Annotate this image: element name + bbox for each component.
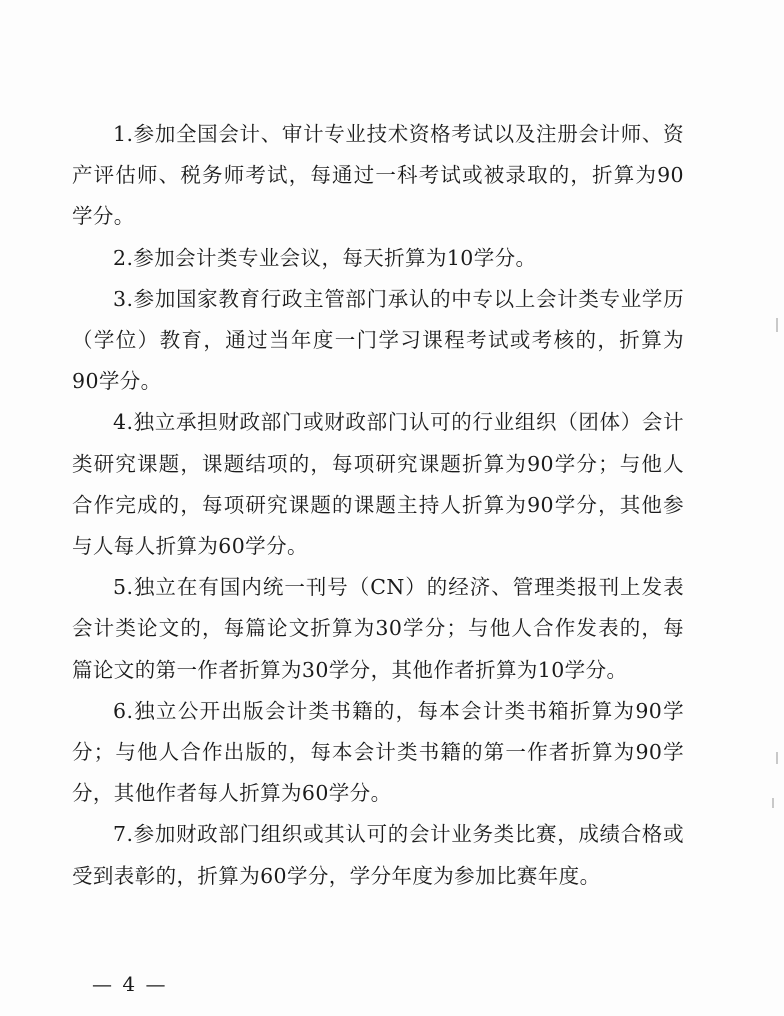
scan-edge-mark <box>776 752 778 764</box>
paragraph-1: 1.参加全国会计、审计专业技术资格考试以及注册会计师、资产评估师、税务师考试，每通过一科考试或被录取的，折算为90学分。 <box>72 122 684 229</box>
scan-edge-mark <box>776 318 778 332</box>
paragraph-3: 3.参加国家教育行政主管部门承认的中专以上会计类专业学历（学位）教育，通过当年度一门学习课程考试或考核的，折算为90学分。 <box>72 286 684 394</box>
paragraph-7: 7.参加财政部门组织或其认可的会计业务类比赛，成绩合格或受到表彰的，折算为60学分，学分年度为参加比赛年度。 <box>72 822 684 888</box>
paragraph-5: 5.独立在有国内统一刊号（CN）的经济、管理类报刊上发表会计类论文的，每篇论文折算为30学分；与他人合作发表的，每篇论文的第一作者折算为30学分，其他作者折算为10学分。 <box>72 575 684 682</box>
paragraph-6: 6.独立公开出版会计类书籍的，每本会计类书箱折算为90学分；与他人合作出版的，每本会计类书籍的第一作者折算为90学分，其他作者每人折算为60学分。 <box>72 698 684 806</box>
page-number: — 4 — <box>92 972 168 996</box>
paragraph-2: 2.参加会计类专业会议，每天折算为10学分。 <box>113 245 537 270</box>
document-body <box>72 114 684 897</box>
scan-edge-mark <box>772 798 774 808</box>
paragraph-4: 4.独立承担财政部门或财政部门认可的行业组织（团体）会计类研究课题，课题结项的，每项研究课题折算为90学分；与他人合作完成的，每项研究课题的课题主持人折算为90学分，其他参与人每人折算为60学分。 <box>72 410 684 559</box>
